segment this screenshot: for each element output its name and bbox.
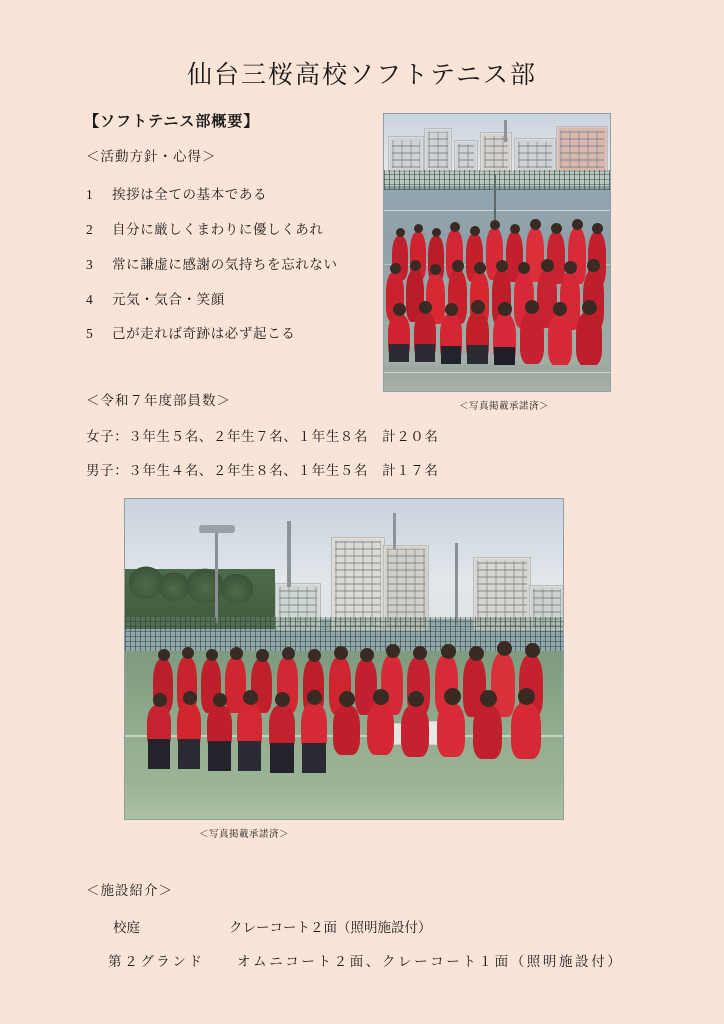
policy-number: 2 xyxy=(86,222,94,237)
court-line xyxy=(384,372,610,373)
player-head xyxy=(430,264,441,275)
building-shape xyxy=(424,128,452,172)
player-head xyxy=(432,228,441,237)
player-head xyxy=(496,260,508,272)
tower-shape xyxy=(287,521,291,587)
player-legs xyxy=(208,741,231,771)
tree xyxy=(221,573,253,603)
player-head xyxy=(582,300,597,315)
player-head xyxy=(393,303,406,316)
player-head xyxy=(510,224,520,234)
light-pole xyxy=(215,527,218,623)
tree xyxy=(129,565,163,599)
policy-number: 3 xyxy=(86,257,94,272)
player-head xyxy=(386,644,400,658)
policy-text: 挨拶は全ての基本である xyxy=(112,187,268,202)
player-head xyxy=(334,646,348,660)
player-head xyxy=(360,648,374,662)
player-legs xyxy=(270,743,294,773)
facilities-heading: ＜施設紹介＞ xyxy=(86,883,173,898)
facility-detail: クレーコート２面（照明施設付） xyxy=(229,920,432,935)
policy-item xyxy=(86,322,295,342)
building-shape xyxy=(388,136,424,172)
player-head xyxy=(230,647,243,660)
player xyxy=(333,705,360,755)
player xyxy=(367,703,394,755)
policy-text: 自分に厳しくまわりに優しくあれ xyxy=(112,222,324,237)
player-head xyxy=(470,226,480,236)
court-line xyxy=(384,210,610,211)
player-head xyxy=(452,260,464,272)
building-shape xyxy=(454,140,478,172)
building-shape xyxy=(556,126,608,172)
overview-heading: 【ソフトテニス部概要】 xyxy=(84,114,260,130)
team-photo-top xyxy=(383,113,611,392)
player xyxy=(401,705,429,757)
player xyxy=(576,312,602,366)
player-head xyxy=(153,693,167,707)
policy-item xyxy=(86,183,267,203)
team-photo-bottom xyxy=(124,498,564,820)
player-head xyxy=(390,263,401,274)
policy-text: 己が走れば奇跡は必ず起こる xyxy=(112,326,296,341)
policy-item xyxy=(86,218,324,238)
player xyxy=(473,705,502,759)
player xyxy=(548,314,572,366)
player-legs xyxy=(302,743,326,773)
tree xyxy=(159,571,189,601)
player-head xyxy=(441,644,456,659)
player-head xyxy=(587,259,600,272)
player-head xyxy=(396,228,405,237)
building-shape xyxy=(480,132,512,172)
policy-item xyxy=(86,253,338,273)
policy-heading: ＜活動方針・心得＞ xyxy=(86,149,217,164)
facility-place: 校庭 xyxy=(113,920,140,935)
player-head xyxy=(414,224,423,233)
fence-shape xyxy=(384,170,610,190)
court-foreground xyxy=(125,785,563,819)
tower-shape xyxy=(393,513,396,549)
player-head xyxy=(474,262,486,274)
player-head xyxy=(525,643,540,658)
player xyxy=(511,703,541,759)
player-head xyxy=(410,260,421,271)
player-head xyxy=(182,647,194,659)
player xyxy=(520,312,544,364)
player-head xyxy=(445,303,458,316)
player-head xyxy=(497,641,512,656)
player-head xyxy=(158,649,170,661)
player-shorts xyxy=(415,344,435,362)
player-head xyxy=(530,219,541,230)
player-head xyxy=(256,649,269,662)
player-legs xyxy=(238,741,261,771)
player-head xyxy=(243,690,258,705)
player-head xyxy=(308,649,321,662)
player-head xyxy=(444,688,461,705)
light-pole xyxy=(455,543,458,625)
light-fixture xyxy=(199,525,235,533)
player-head xyxy=(183,691,197,705)
page-title: 仙台三桜高校ソフトテニス部 xyxy=(186,62,537,89)
facility-place: 第２グランド xyxy=(108,954,205,969)
members-heading: ＜令和７年度部員数＞ xyxy=(86,393,231,408)
player-head xyxy=(339,691,355,707)
player-head xyxy=(419,301,432,314)
player-head xyxy=(469,646,484,661)
player-head xyxy=(518,688,535,705)
photo-caption-bottom: ＜写真掲載承諾済＞ xyxy=(199,830,290,840)
player-head xyxy=(282,647,295,660)
player-head xyxy=(471,300,485,314)
player-legs xyxy=(178,739,200,769)
player-head xyxy=(408,691,424,707)
player-shorts xyxy=(389,344,409,362)
player-head xyxy=(373,689,389,705)
policy-number: 5 xyxy=(86,326,94,341)
player-shorts xyxy=(494,347,515,366)
player-head xyxy=(206,649,218,661)
player-shorts xyxy=(441,346,461,364)
facility-detail: オムニコート２面、クレーコート１面（照明施設付） xyxy=(237,954,624,969)
player-head xyxy=(525,300,539,314)
player xyxy=(437,703,465,757)
members-line-girls: 女子：３年生５名、２年生７名、１年生８名 計２０名 xyxy=(86,429,439,444)
player-head xyxy=(572,219,583,230)
player-head xyxy=(564,261,577,274)
building-shape xyxy=(514,138,556,172)
policy-number: 1 xyxy=(86,187,94,202)
player-head xyxy=(553,302,567,316)
player-head xyxy=(413,646,427,660)
player-head xyxy=(307,690,322,705)
player-head xyxy=(541,259,554,272)
player-head xyxy=(213,693,227,707)
tower-shape xyxy=(504,120,507,142)
player-head xyxy=(498,302,512,316)
player-group xyxy=(384,214,610,364)
player-shorts xyxy=(467,345,488,364)
player-head xyxy=(450,222,460,232)
player-legs xyxy=(148,739,170,769)
player-head xyxy=(518,262,530,274)
policy-number: 4 xyxy=(86,292,94,307)
policy-text: 常に謙虚に感謝の気持ちを忘れない xyxy=(112,257,338,272)
members-line-boys: 男子：３年生４名、２年生８名、１年生５名 計１７名 xyxy=(86,463,439,478)
player-head xyxy=(275,692,290,707)
player-head xyxy=(592,223,603,234)
court-foreground xyxy=(384,365,610,391)
player-head xyxy=(480,690,497,707)
photo-caption-top: ＜写真掲載承諾済＞ xyxy=(459,402,550,412)
policy-text: 元気・気合・笑顔 xyxy=(112,292,225,307)
player-head xyxy=(490,220,500,230)
policy-item xyxy=(86,288,225,308)
player-head xyxy=(551,223,562,234)
